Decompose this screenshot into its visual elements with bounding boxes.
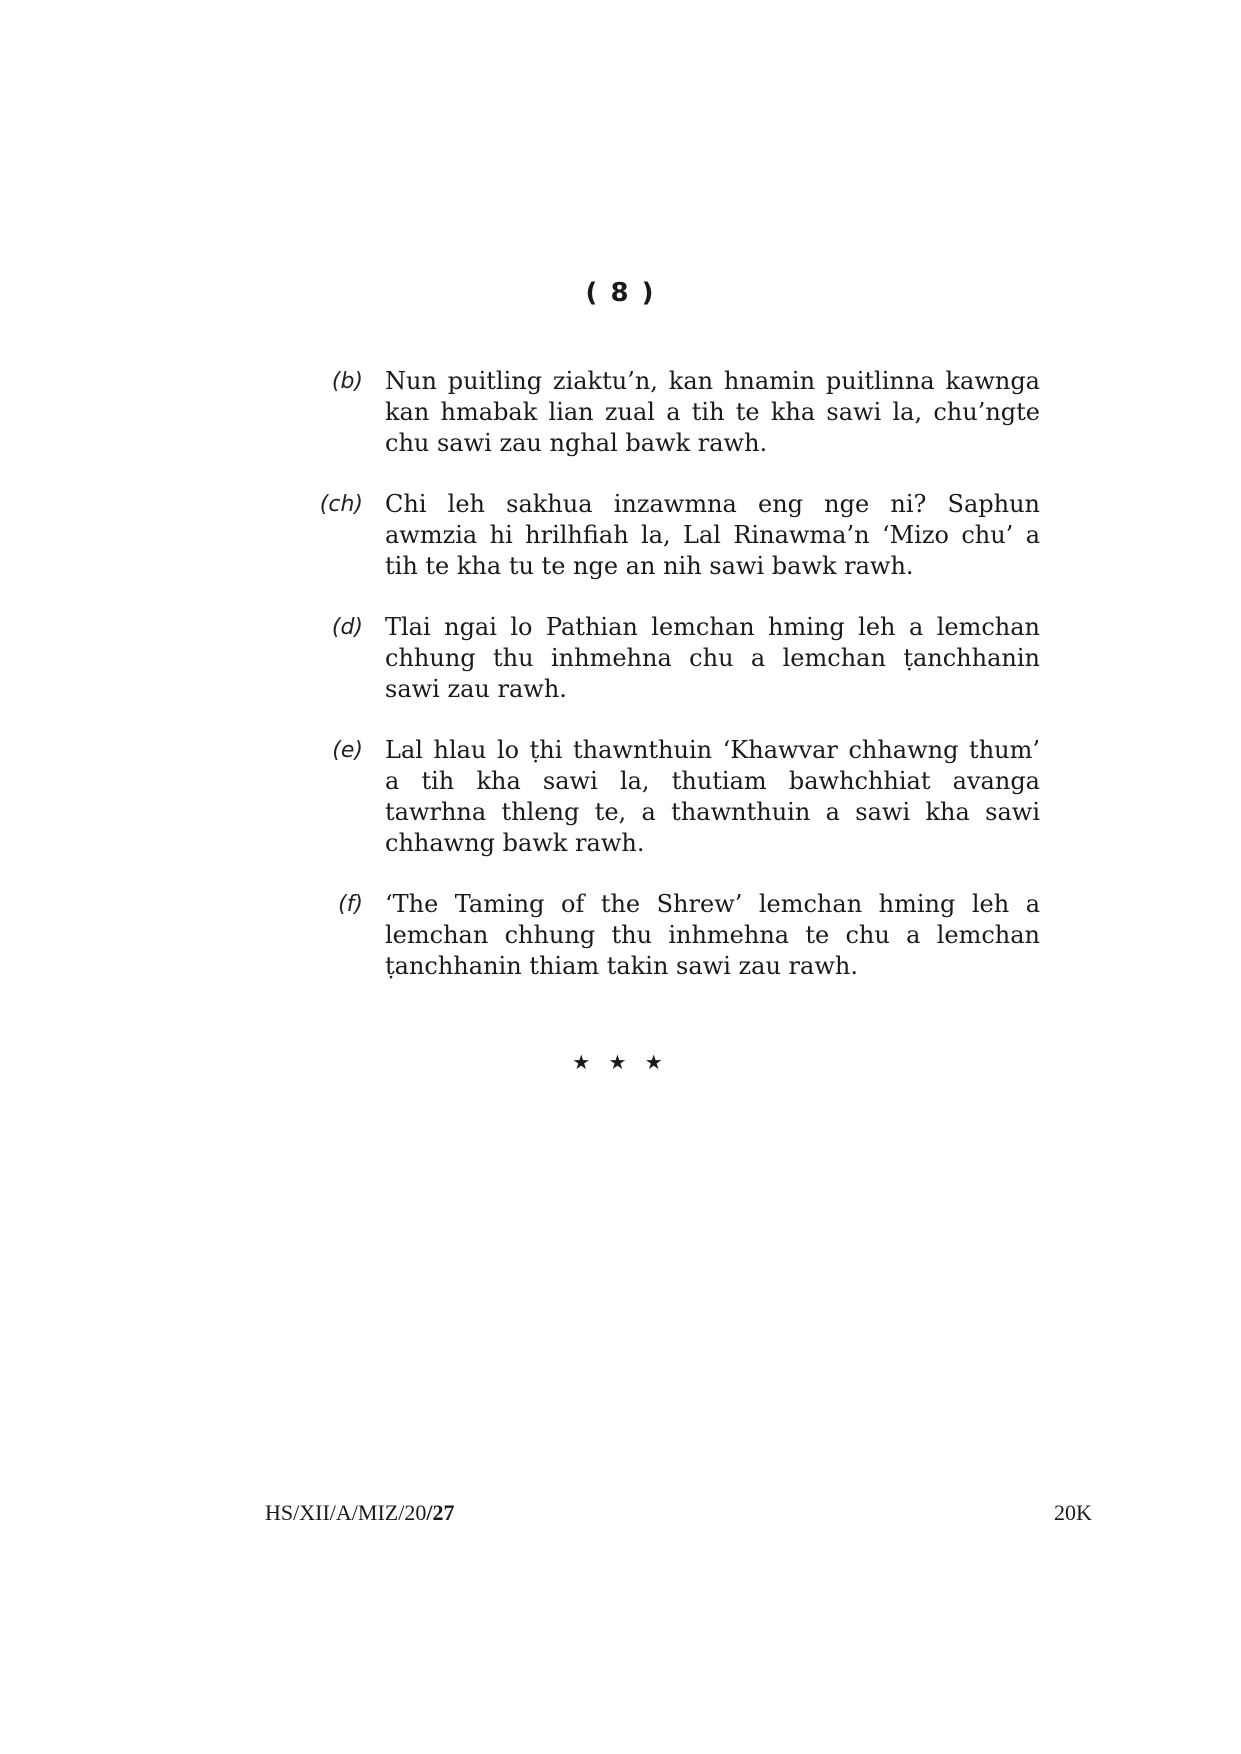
question-label: (f)	[338, 892, 363, 917]
paper-code-suffix: /27	[426, 1500, 455, 1525]
question-label: (e)	[332, 738, 363, 763]
page-number: ( 8 )	[585, 278, 656, 308]
question-item	[300, 366, 1040, 459]
print-count: 20K	[1054, 1500, 1092, 1525]
question-label: (d)	[331, 615, 363, 640]
question-text: ‘The Taming of the Shrew’ lemchan hming leh a lemchan chhung thu inhmehna te chu a lemchan ṭanchhanin thiam takin sawi zau rawh.	[385, 890, 1040, 980]
question-item	[300, 612, 1040, 705]
question-text: Tlai ngai lo Pathian lemchan hming leh a lemchan chhung thu inhmehna chu a lemchan ṭanchhanin sawi zau rawh.	[385, 613, 1040, 703]
question-text: Lal hlau lo ṭhi thawnthuin ‘Khawvar chhawng thum’ a tih kha sawi la, thutiam bawhchhiat avanga tawrhna thleng te, a thawnthuin a sawi kha sawi chhawng bawk rawh.	[385, 736, 1040, 857]
paper-code-prefix: HS/XII/A/MIZ/20	[265, 1500, 427, 1525]
question-item	[300, 735, 1040, 859]
question-text: Nun puitling ziaktu’n, kan hnamin puitlinna kawnga kan hmabak lian zual a tih te kha sawi la, chu’ngte chu sawi zau nghal bawk rawh.	[385, 367, 1040, 457]
paper-code	[265, 1500, 454, 1526]
question-label: (b)	[331, 369, 363, 394]
question-list	[300, 366, 1040, 1012]
question-item	[300, 489, 1040, 582]
question-label: (ch)	[319, 492, 363, 517]
question-item	[300, 889, 1040, 982]
question-text: Chi leh sakhua inzawmna eng nge ni? Saphun awmzia hi hrilhfiah la, Lal Rinawma’n ‘Mizo chu’ a tih te kha tu te nge an nih sawi bawk rawh.	[385, 490, 1040, 580]
end-of-paper-stars: ★ ★ ★	[572, 1050, 669, 1074]
